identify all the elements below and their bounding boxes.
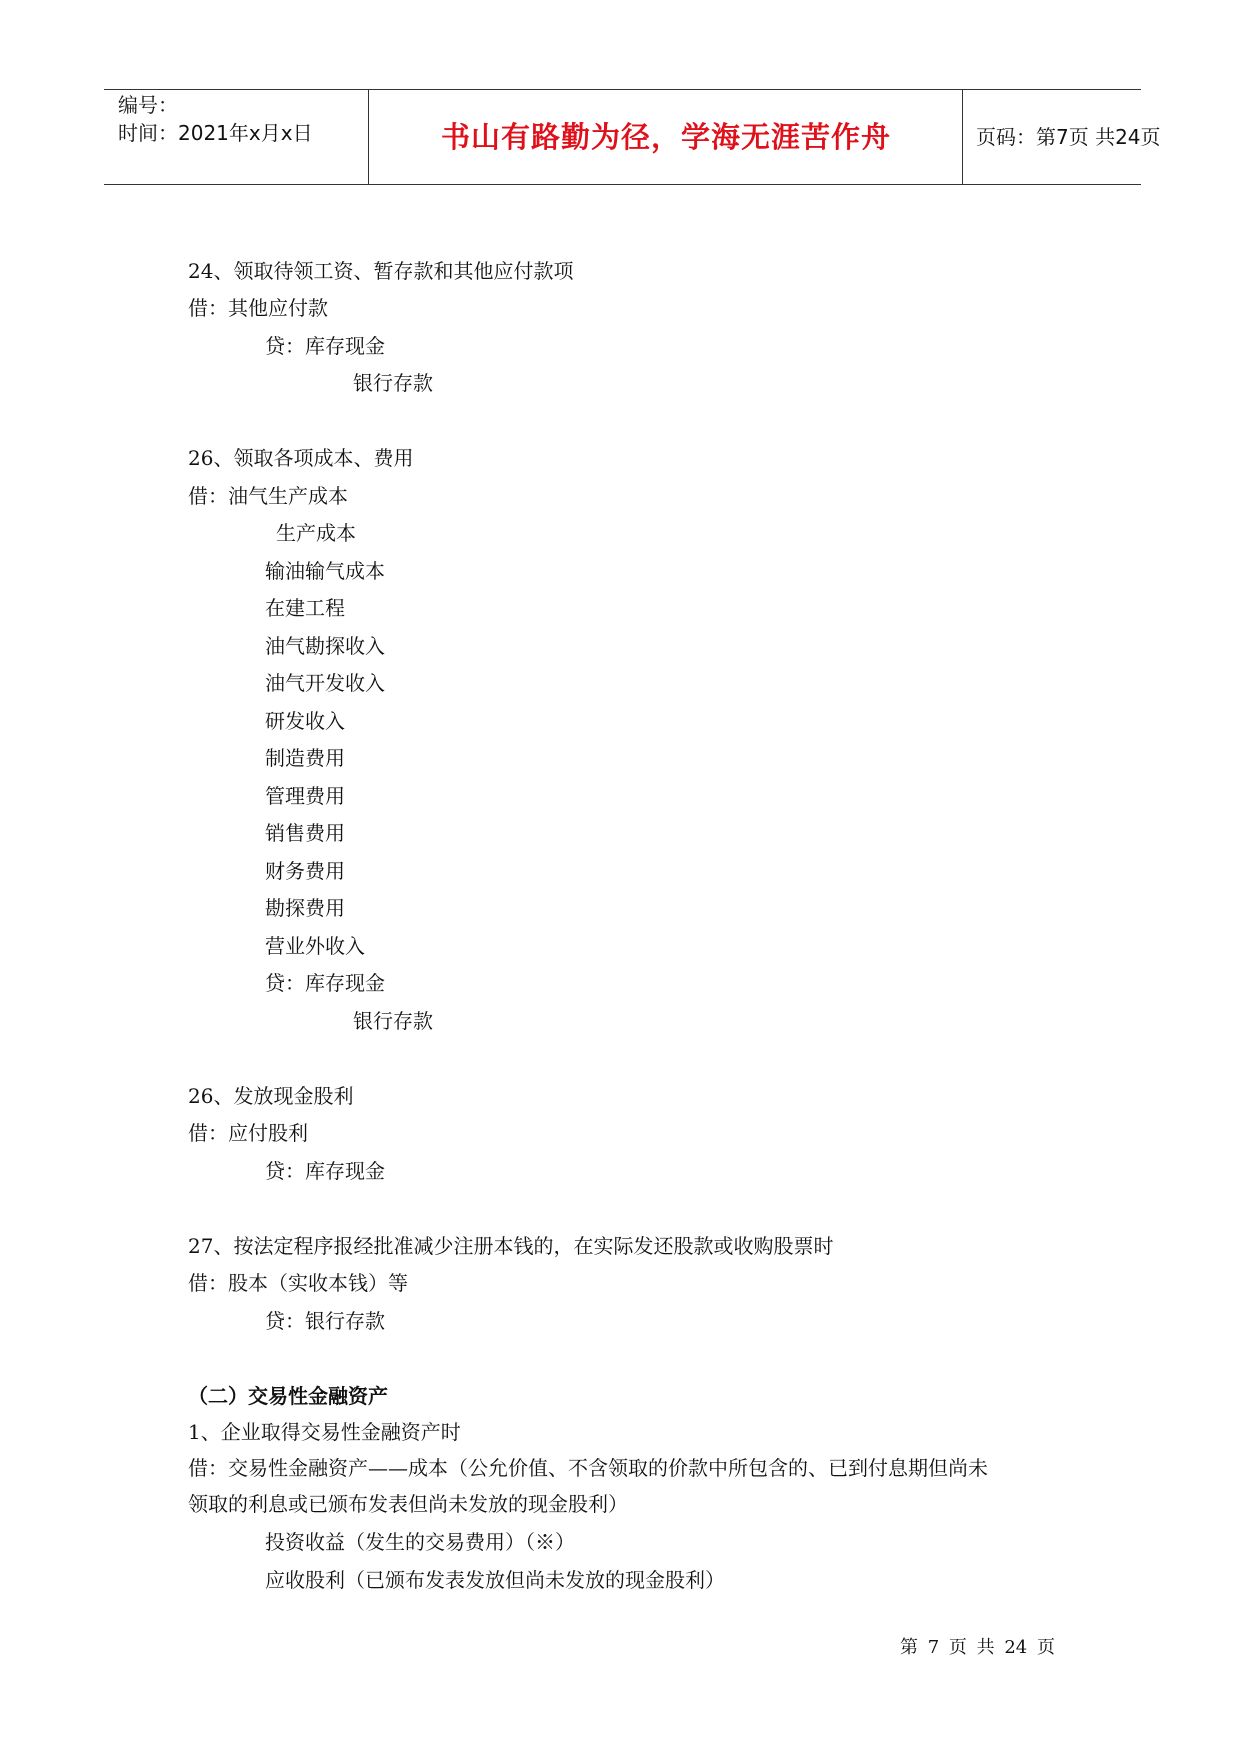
page-info: 页码：第7页 共24页 — [976, 125, 1161, 149]
text-line: 借：其他应付款 — [188, 296, 328, 320]
text-line: 贷：银行存款 — [265, 1309, 385, 1333]
text-line: 借：交易性金融资产——成本（公允价值、不含领取的价款中所包含的、已到付息期但尚未 — [188, 1456, 988, 1480]
text-line: 24、领取待领工资、暂存款和其他应付款项 — [188, 259, 574, 283]
text-line: 26、发放现金股利 — [188, 1084, 354, 1108]
text-line: 27、按法定程序报经批准减少注册本钱的，在实际发还股款或收购股票时 — [188, 1234, 834, 1258]
text-line: 借：油气生产成本 — [188, 484, 348, 508]
page-footer: 第 7 页 共 24 页 — [900, 1637, 1055, 1658]
text-line: 领取的利息或已颁布发表但尚未发放的现金股利） — [188, 1492, 628, 1516]
text-line: 银行存款 — [353, 1009, 433, 1033]
text-line: 销售费用 — [265, 821, 345, 845]
text-line: 勘探费用 — [265, 896, 345, 920]
text-line: 26、领取各项成本、费用 — [188, 446, 414, 470]
text-line: 银行存款 — [353, 371, 433, 395]
text-line: 研发收入 — [265, 709, 345, 733]
text-line: 制造费用 — [265, 746, 345, 770]
text-line: 借：股本（实收本钱）等 — [188, 1271, 408, 1295]
text-line: 1、企业取得交易性金融资产时 — [188, 1420, 461, 1444]
text-line: 油气开发收入 — [265, 671, 385, 695]
motto: 书山有路勤为径，学海无涯苦作舟 — [440, 120, 891, 154]
text-line: 贷：库存现金 — [265, 971, 385, 995]
text-line: 管理费用 — [265, 784, 345, 808]
text-line: 生产成本 — [276, 521, 356, 545]
text-line: 营业外收入 — [265, 934, 365, 958]
text-line: 贷：库存现金 — [265, 1159, 385, 1183]
text-line: 在建工程 — [265, 596, 345, 620]
text-line: 油气勘探收入 — [265, 634, 385, 658]
text-line: 输油输气成本 — [265, 559, 385, 583]
text-line: 应收股利（已颁布发表发放但尚未发放的现金股利） — [265, 1568, 725, 1592]
section-heading: （二）交易性金融资产 — [188, 1384, 388, 1408]
text-line: 财务费用 — [265, 859, 345, 883]
text-line: 借：应付股利 — [188, 1121, 308, 1145]
text-line: 投资收益（发生的交易费用）（※） — [265, 1530, 575, 1554]
number-label: 编号： — [118, 93, 178, 117]
text-line: 贷：库存现金 — [265, 334, 385, 358]
time-label: 时间：2021年x月x日 — [118, 121, 313, 145]
